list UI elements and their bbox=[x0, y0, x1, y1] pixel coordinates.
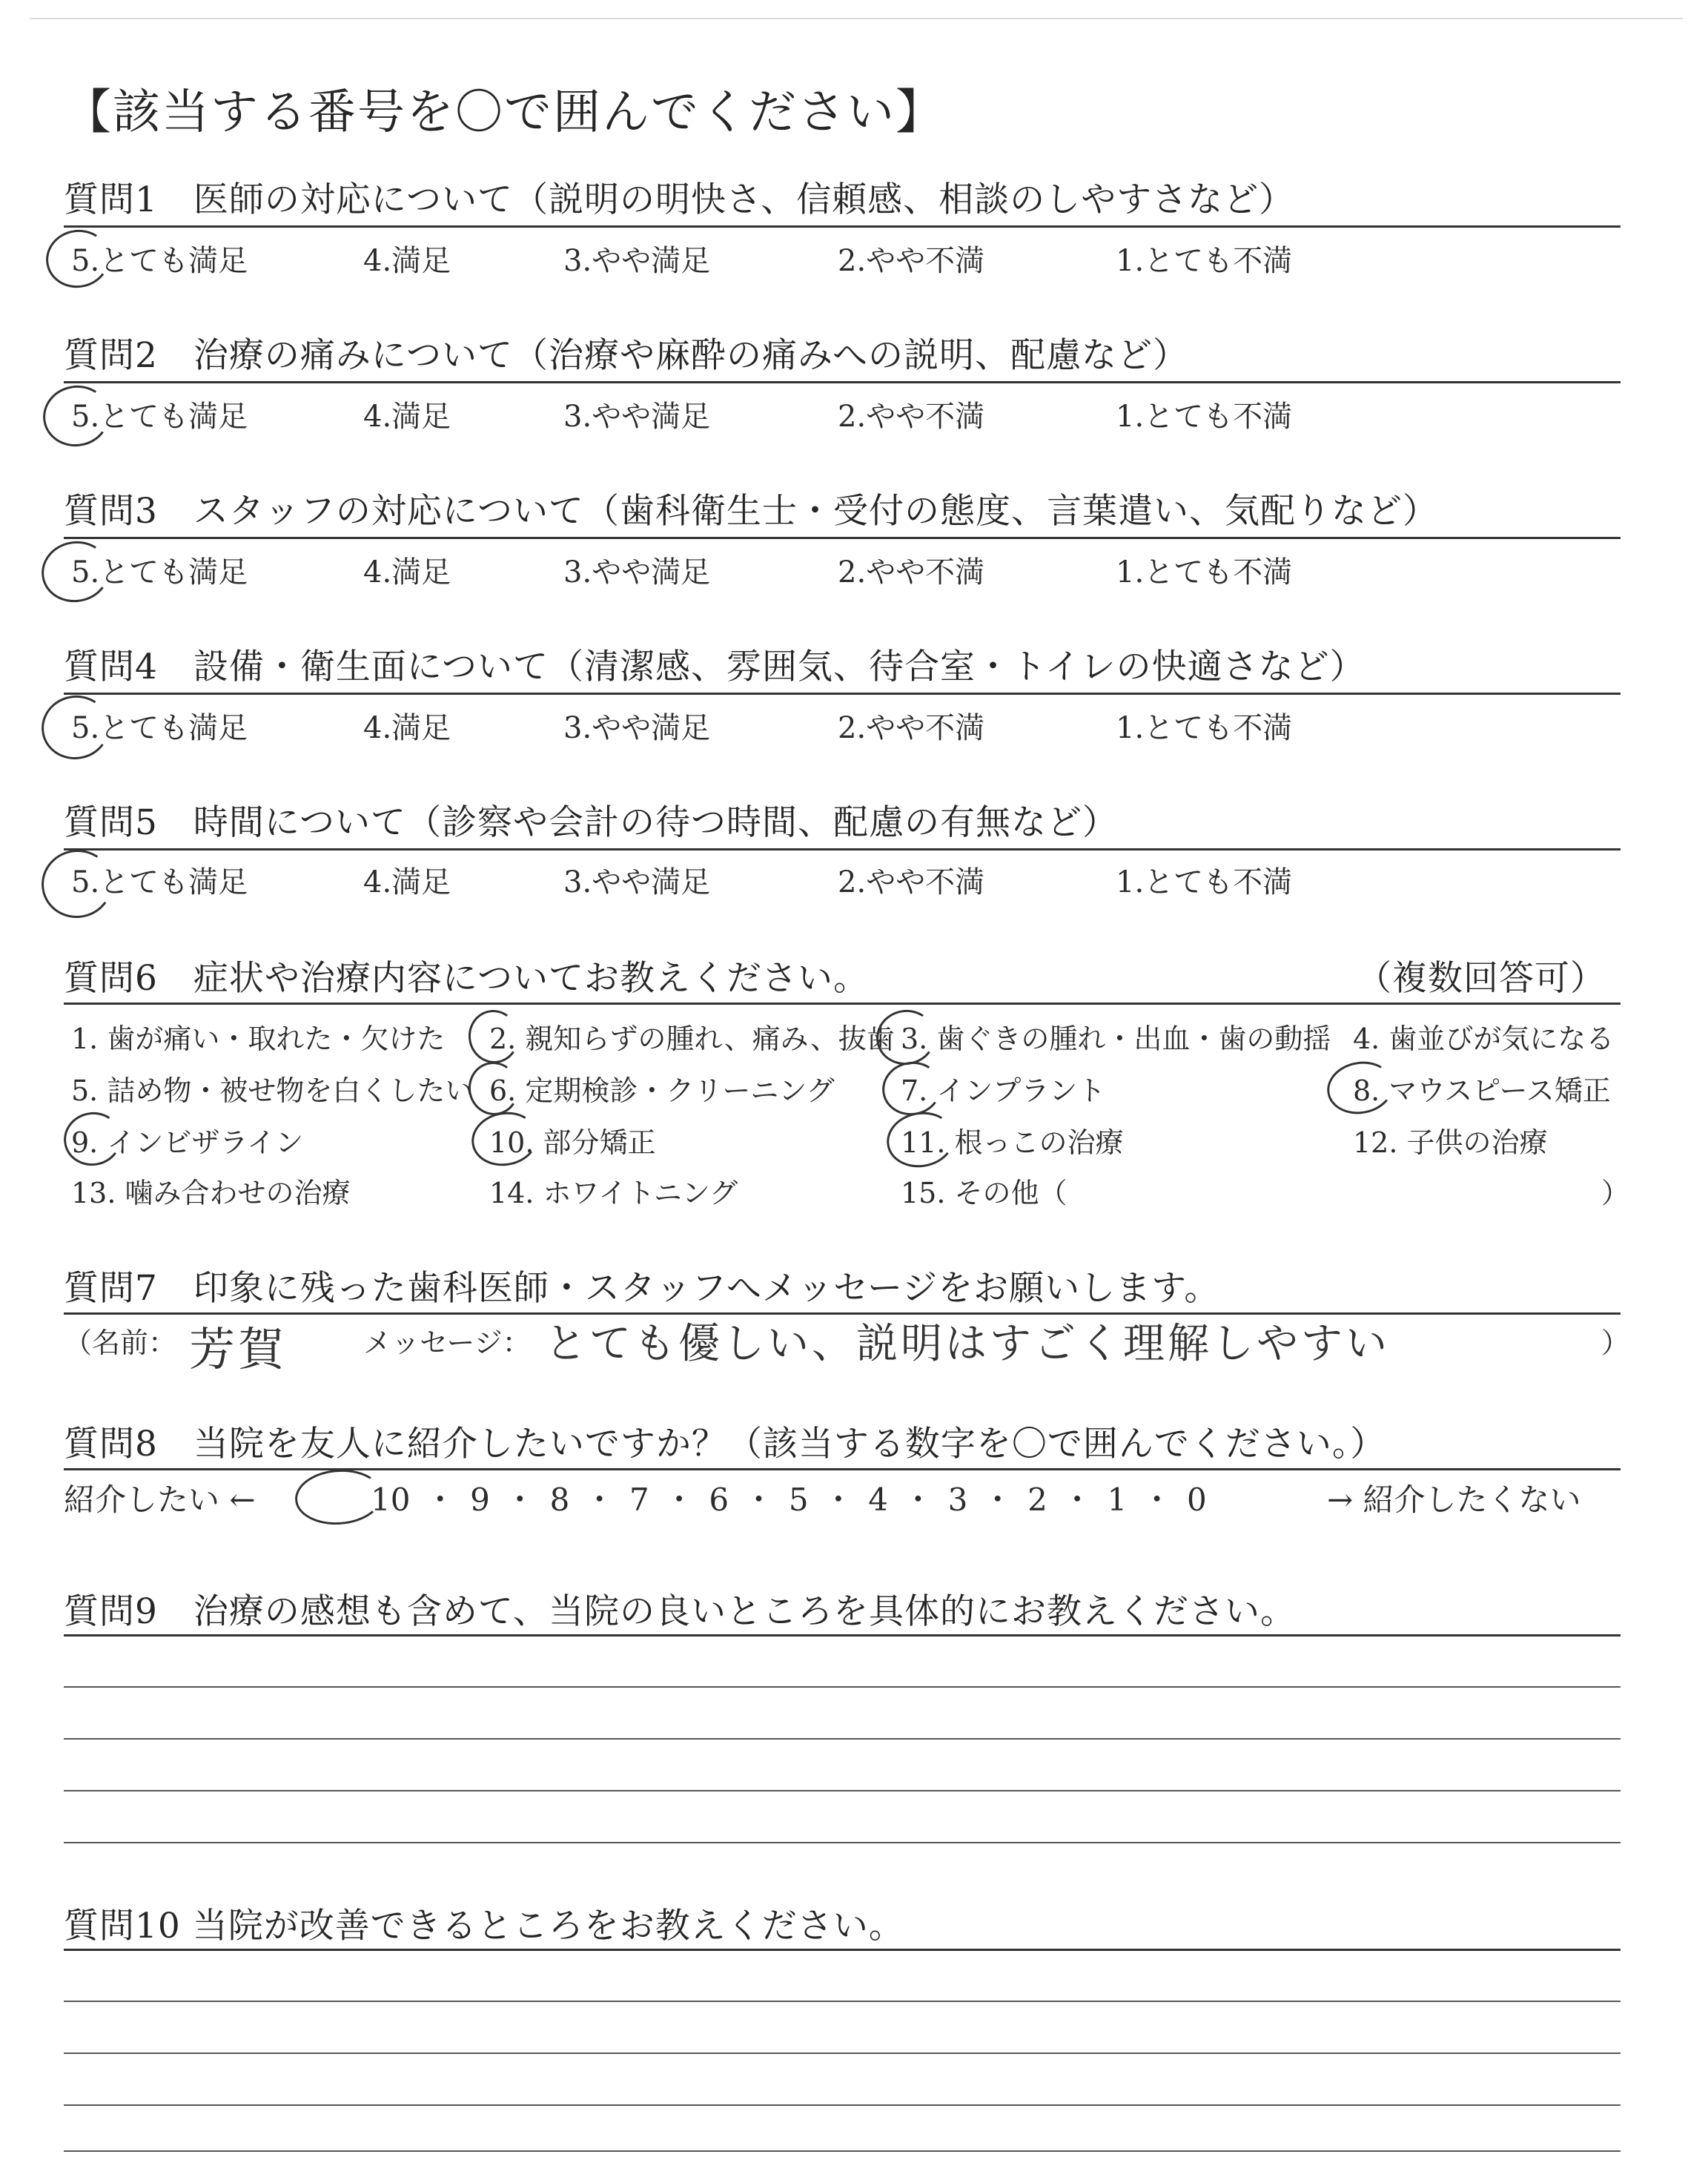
question-8-title: 質問8 当院を友人に紹介したいですか？（該当する数字を〇で囲んでください。） bbox=[64, 1424, 1386, 1464]
q7-name-value[interactable]: 芳賀 bbox=[189, 1322, 288, 1376]
q6-option-13[interactable]: 13. 噛み合わせの治療 bbox=[71, 1177, 351, 1209]
question-7-title: 質問7 印象に残った歯科医師・スタッフへメッセージをお願いします。 bbox=[64, 1268, 1220, 1309]
q4-option-5[interactable]: 5.とても満足 bbox=[71, 711, 248, 745]
q10-answer-line[interactable] bbox=[64, 2052, 1621, 2054]
q8-scale[interactable]: 10 ・ 9 ・ 8 ・ 7 ・ 6 ・ 5 ・ 4 ・ 3 ・ 2 ・ 1 ・ 0 bbox=[371, 1482, 1207, 1518]
q8-right-label: → 紹介したくない bbox=[1327, 1482, 1581, 1518]
q10-answer-line[interactable] bbox=[64, 2150, 1621, 2152]
question-3-title: 質問3 スタッフの対応について（歯科衛生士・受付の態度、言葉遣い、気配りなど） bbox=[64, 491, 1438, 532]
q6-option-7[interactable]: 7. インプラント bbox=[901, 1074, 1106, 1107]
q5-option-3[interactable]: 3.やや満足 bbox=[563, 865, 711, 899]
q7-close: ） bbox=[1601, 1327, 1630, 1359]
question-9-rule bbox=[64, 1634, 1621, 1636]
question-2-rule bbox=[64, 381, 1621, 383]
q6-option-2[interactable]: 2. 親知らずの腫れ、痛み、抜歯 bbox=[489, 1023, 895, 1055]
q10-answer-line[interactable] bbox=[64, 2001, 1621, 2002]
q6-circle-11 bbox=[882, 1107, 959, 1173]
q6-option-14[interactable]: 14. ホワイトニング bbox=[489, 1177, 738, 1209]
q6-option-3[interactable]: 3. 歯ぐきの腫れ・出血・歯の動揺 bbox=[901, 1023, 1331, 1055]
q6-option-9[interactable]: 9. インビザライン bbox=[71, 1126, 304, 1159]
q6-circle-9 bbox=[59, 1108, 125, 1170]
q2-selection-circle bbox=[39, 380, 115, 452]
q4-option-4[interactable]: 4.満足 bbox=[363, 711, 451, 745]
q2-option-1[interactable]: 1.とても不満 bbox=[1116, 400, 1293, 434]
question-6-rule bbox=[64, 1003, 1621, 1005]
q6-option-11[interactable]: 11. 根っこの治療 bbox=[901, 1126, 1124, 1159]
q6-circle-10 bbox=[467, 1107, 542, 1172]
question-4-title: 質問4 設備・衛生面について（清潔感、雰囲気、待合室・トイレの快適さなど） bbox=[64, 647, 1366, 687]
question-1-rule bbox=[64, 225, 1621, 228]
question-5-title: 質問5 時間について（診察や会計の待つ時間、配慮の有無など） bbox=[64, 802, 1118, 843]
q10-answer-line[interactable] bbox=[64, 2104, 1621, 2106]
q6-circle-8 bbox=[1323, 1057, 1398, 1120]
q9-answer-line[interactable] bbox=[64, 1842, 1621, 1843]
question-5-rule bbox=[64, 848, 1621, 851]
question-6-note: （複数回答可） bbox=[1357, 958, 1606, 999]
q7-name-label: （名前： bbox=[64, 1327, 177, 1359]
q7-message-value[interactable]: とても優しい、説明はすごく理解しやすい bbox=[545, 1320, 1390, 1368]
q3-option-2[interactable]: 2.やや不満 bbox=[838, 555, 985, 589]
q6-option-15-close: ） bbox=[1601, 1177, 1630, 1209]
q5-selection-circle bbox=[36, 844, 119, 923]
page-title: 【該当する番号を〇で囲んでください】 bbox=[64, 85, 944, 140]
q1-option-4[interactable]: 4.満足 bbox=[363, 244, 451, 278]
q6-option-5[interactable]: 5. 詰め物・被せ物を白くしたい bbox=[71, 1074, 474, 1107]
q3-selection-circle bbox=[37, 536, 115, 608]
question-3-rule bbox=[64, 537, 1621, 539]
q6-circle-7 bbox=[878, 1057, 945, 1120]
q2-option-2[interactable]: 2.やや不満 bbox=[838, 400, 985, 434]
q9-answer-line[interactable] bbox=[64, 1738, 1621, 1740]
question-2-title: 質問2 治療の痛みについて（治療や麻酔の痛みへの説明、配慮など） bbox=[64, 335, 1189, 376]
q6-option-8[interactable]: 8. マウスピース矯正 bbox=[1353, 1074, 1611, 1107]
question-10-rule bbox=[64, 1949, 1621, 1951]
q8-left-label: 紹介したい ← bbox=[64, 1482, 256, 1518]
question-4-rule bbox=[64, 693, 1621, 695]
q6-option-10[interactable]: 10. 部分矯正 bbox=[489, 1126, 656, 1159]
q4-option-1[interactable]: 1.とても不満 bbox=[1116, 711, 1293, 745]
q3-option-5[interactable]: 5.とても満足 bbox=[71, 555, 248, 589]
q3-option-4[interactable]: 4.満足 bbox=[363, 555, 451, 589]
q6-option-6[interactable]: 6. 定期検診・クリーニング bbox=[489, 1074, 835, 1107]
q1-option-2[interactable]: 2.やや不満 bbox=[838, 244, 985, 278]
q2-option-3[interactable]: 3.やや満足 bbox=[563, 400, 711, 434]
q2-option-4[interactable]: 4.満足 bbox=[363, 400, 451, 434]
q3-option-3[interactable]: 3.やや満足 bbox=[563, 555, 711, 589]
q6-option-1[interactable]: 1. 歯が痛い・取れた・欠けた bbox=[71, 1023, 446, 1055]
q6-circle-3 bbox=[872, 1005, 940, 1070]
q4-selection-circle bbox=[36, 690, 115, 765]
q5-option-1[interactable]: 1.とても不満 bbox=[1116, 865, 1293, 899]
q2-option-5[interactable]: 5.とても満足 bbox=[71, 400, 248, 434]
question-6-title: 質問6 症状や治療内容についてお教えください。 bbox=[64, 958, 869, 999]
page-top-edge bbox=[30, 18, 1683, 19]
q5-option-5[interactable]: 5.とても満足 bbox=[71, 865, 248, 899]
q3-option-1[interactable]: 1.とても不満 bbox=[1116, 555, 1293, 589]
q1-option-5[interactable]: 5.とても満足 bbox=[71, 244, 248, 278]
question-9-title: 質問9 治療の感想も含めて、当院の良いところを具体的にお教えください。 bbox=[64, 1591, 1296, 1632]
q7-message-label: メッセージ： bbox=[363, 1327, 531, 1359]
q5-option-2[interactable]: 2.やや不満 bbox=[838, 865, 985, 899]
q1-selection-circle bbox=[42, 225, 114, 293]
q4-option-2[interactable]: 2.やや不満 bbox=[838, 711, 985, 745]
q6-option-12[interactable]: 12. 子供の治療 bbox=[1353, 1126, 1548, 1159]
q9-answer-line[interactable] bbox=[64, 1790, 1621, 1791]
q1-option-3[interactable]: 3.やや満足 bbox=[563, 244, 711, 278]
question-10-title: 質問10 当院が改善できるところをお教えください。 bbox=[64, 1906, 904, 1946]
q5-option-4[interactable]: 4.満足 bbox=[363, 865, 451, 899]
question-8-rule bbox=[64, 1468, 1621, 1470]
q1-option-1[interactable]: 1.とても不満 bbox=[1116, 244, 1293, 278]
q6-option-15[interactable]: 15. その他（ bbox=[901, 1177, 1068, 1209]
q6-option-4[interactable]: 4. 歯並びが気になる bbox=[1353, 1023, 1615, 1055]
q9-answer-line[interactable] bbox=[64, 1686, 1621, 1688]
q4-option-3[interactable]: 3.やや満足 bbox=[563, 711, 711, 745]
question-1-title: 質問1 医師の対応について（説明の明快さ、信頼感、相談のしやすさなど） bbox=[64, 179, 1295, 220]
